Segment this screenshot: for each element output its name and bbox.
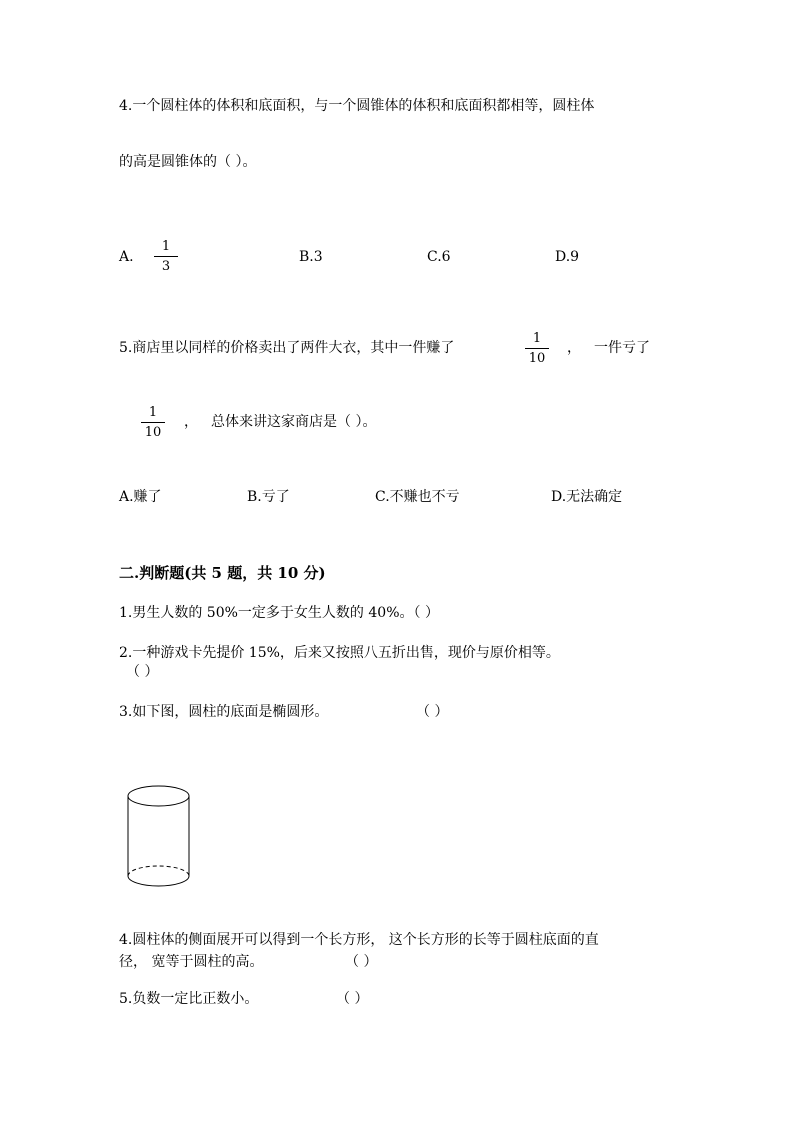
q4-line1: 4.一个圆柱体的体积和底面积，与一个圆锥体的体积和底面积都相等，圆柱体	[119, 98, 595, 114]
q5-comma-1: ，	[567, 340, 581, 356]
q5-fraction-1	[525, 332, 549, 365]
judge-item-4-line2: 径， 宽等于圆柱的高。	[119, 954, 264, 970]
fraction-numerator: 1	[161, 239, 171, 254]
cylinder-top-ellipse	[128, 786, 189, 806]
fraction-numerator: 1	[148, 405, 158, 420]
judge-item-5: 5.负数一定比正数小。	[119, 991, 259, 1007]
q4-option-c: C.6	[427, 249, 451, 265]
q5-line1: 5.商店里以同样的价格卖出了两件大衣，其中一件赚了	[119, 340, 455, 356]
fraction-denominator: 10	[144, 425, 162, 440]
fraction-denominator: 3	[161, 259, 171, 274]
judge-item-4-line1: 4.圆柱体的侧面展开可以得到一个长方形， 这个长方形的长等于圆柱底面的直	[119, 932, 599, 948]
q5-option-d: D.无法确定	[551, 489, 623, 505]
cylinder-figure	[120, 780, 200, 895]
q5-line1-tail: 一件亏了	[594, 340, 650, 356]
q5-fraction-2	[141, 406, 165, 439]
judge-item-1: 1.男生人数的 50%一定多于女生人数的 40%。（ ）	[119, 605, 439, 621]
q4-option-a-fraction	[154, 240, 178, 273]
fraction-denominator: 10	[528, 351, 546, 366]
q5-comma-2: ，	[184, 414, 198, 430]
section2-heading: 二.判断题(共 5 题，共 10 分)	[119, 564, 326, 582]
q4-option-a-label: A.	[119, 249, 134, 265]
cylinder-bottom-hidden-arc	[128, 866, 189, 876]
cylinder-bottom-front-arc	[128, 876, 189, 886]
fraction-bar	[525, 348, 549, 349]
q5-option-b: B.亏了	[247, 489, 290, 505]
judge-item-3: 3.如下图，圆柱的底面是椭圆形。	[119, 704, 329, 720]
q4-option-d: D.9	[555, 249, 580, 265]
fraction-bar	[141, 422, 165, 423]
q5-line2-tail: 总体来讲这家商店是（ ）。	[211, 414, 377, 430]
q4-line2: 的高是圆锥体的（ ）。	[119, 154, 257, 170]
q5-option-c: C.不赚也不亏	[375, 489, 460, 505]
fraction-numerator: 1	[532, 331, 542, 346]
judge-item-2: 2.一种游戏卡先提价 15%，后来又按照八五折出售，现价与原价相等。	[119, 645, 560, 661]
judge-item-5-answer: （ ）	[336, 991, 369, 1007]
q4-option-b: B.3	[299, 249, 323, 265]
fraction-bar	[154, 256, 178, 257]
judge-item-2-answer: （ ）	[126, 664, 159, 680]
q5-option-a: A.赚了	[119, 489, 162, 505]
judge-item-3-answer: （ ）	[416, 704, 449, 720]
judge-item-4-answer: （ ）	[345, 954, 378, 970]
